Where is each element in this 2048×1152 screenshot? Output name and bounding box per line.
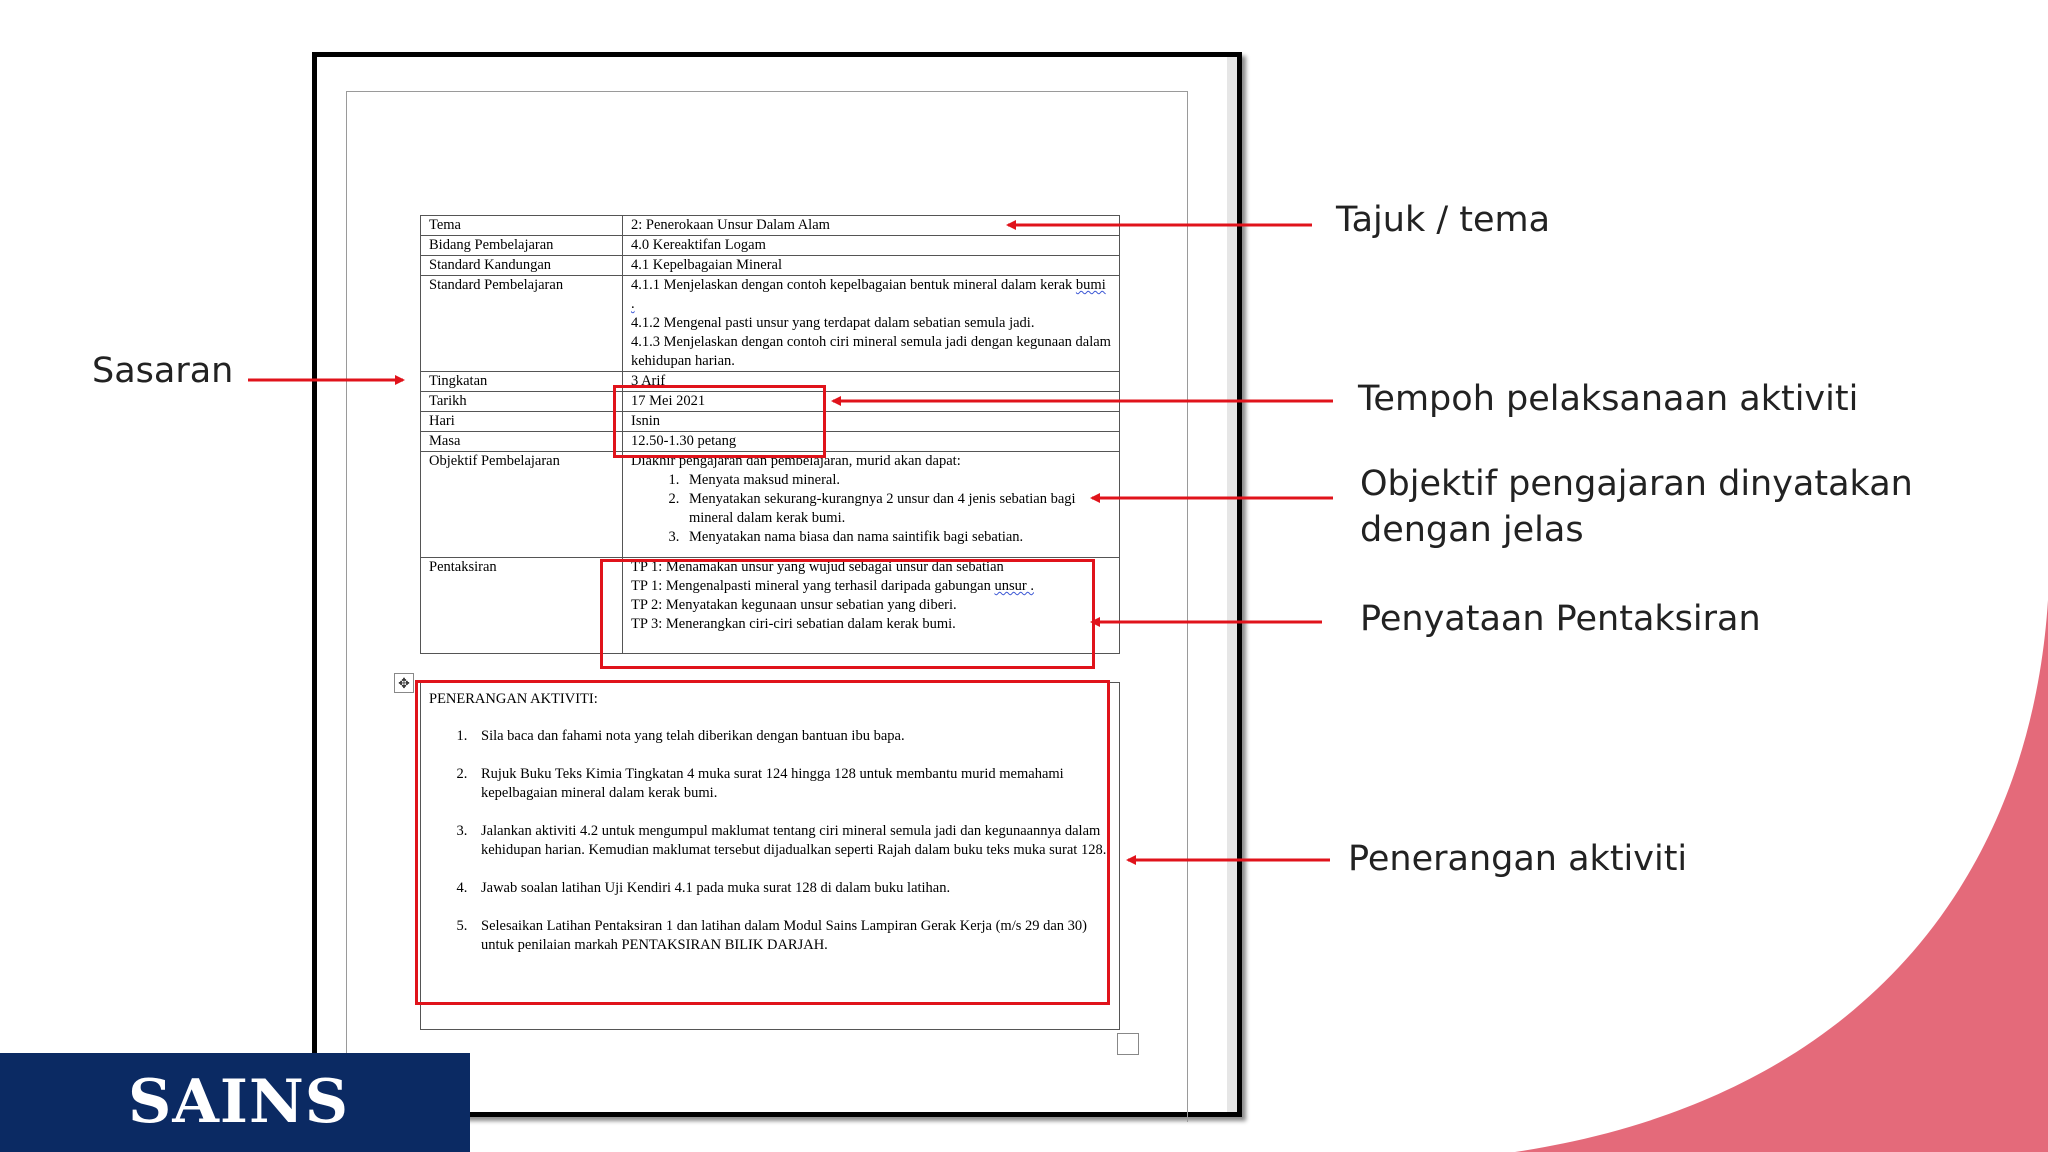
activity-title: PENERANGAN AKTIVITI: (429, 691, 598, 707)
annotation-tempoh: Tempoh pelaksanaan aktiviti (1358, 379, 1859, 419)
value-masa: 12.50-1.30 petang (623, 432, 1120, 452)
label-pentaksiran: Pentaksiran (421, 558, 623, 654)
annotation-sasaran: Sasaran (92, 351, 234, 391)
label-masa: Masa (421, 432, 623, 452)
label-standard-pembelajaran: Standard Pembelajaran (421, 276, 623, 372)
value-standard-kandungan: 4.1 Kepelbagaian Mineral (623, 256, 1120, 276)
label-tingkatan: Tingkatan (421, 372, 623, 392)
annotation-objektif-line1: Objektif pengajaran dinyatakan (1360, 464, 1913, 504)
tp-line-2-text: TP 1: Mengenalpasti mineral yang terhasil daripada gabungan (631, 578, 991, 594)
annotation-objektif-line2: dengan jelas (1360, 510, 1584, 550)
annotation-pentaksiran: Penyataan Pentaksiran (1360, 599, 1761, 639)
sp-line-1-spell: bumi . (631, 277, 1106, 312)
annotation-penerangan: Penerangan aktiviti (1348, 839, 1688, 879)
list-item: 5. Selesaikan Latihan Pentaksiran 1 dan latihan dalam Modul Sains Lampiran Gerak Kerja (m/s 29 dan 30) untuk penilaian markah PENTAKSIRAN BILIK DARJAH. (471, 917, 1111, 955)
label-hari: Hari (421, 412, 623, 432)
list-item: 2. Rujuk Buku Teks Kimia Tingkatan 4 muka surat 124 hingga 128 untuk membantu murid memahami kepelbagaian mineral dalam kerak bumi. (471, 765, 1111, 803)
list-item: 1. Menyata maksud mineral. (683, 471, 1111, 490)
label-standard-kandungan: Standard Kandungan (421, 256, 623, 276)
list-item: 3. Jalankan aktiviti 4.2 untuk mengumpul maklumat tentang ciri mineral semula jadi dan kegunaannya dalam kehidupan harian. Kemudian maklumat tersebut dijadualkan seperti Rajah dalam buku teks muka surat 128. (471, 822, 1111, 860)
sp-line-3: 4.1.3 Menjelaskan dengan contoh ciri mineral semula jadi dengan kegunaan dalam kehidupan harian. (631, 334, 1111, 369)
list-item: 2. Menyatakan sekurang-kurangnya 2 unsur dan 4 jenis sebatian bagi mineral dalam kerak bumi. (683, 490, 1111, 528)
move-arrows-icon[interactable]: ✥ (394, 673, 414, 693)
value-bidang: 4.0 Kereaktifan Logam (623, 236, 1120, 256)
value-tema: 2: Penerokaan Unsur Dalam Alam (623, 216, 1120, 236)
list-item: 4. Jawab soalan latihan Uji Kendiri 4.1 pada muka surat 128 di dalam buku latihan. (471, 879, 1111, 898)
sp-line-2: 4.1.2 Mengenal pasti unsur yang terdapat dalam sebatian semula jadi. (631, 315, 1035, 331)
tp-line-1: TP 1: Menamakan unsur yang wujud sebagai unsur dan sebatian (631, 559, 1004, 575)
tp-line-4: TP 3: Menerangkan ciri-ciri sebatian dalam kerak bumi. (631, 616, 956, 632)
list-item: 3. Menyatakan nama biasa dan nama saintifik bagi sebatian. (683, 528, 1111, 547)
value-hari: Isnin (623, 412, 1120, 432)
value-tarikh: 17 Mei 2021 (623, 392, 1120, 412)
label-objektif: Objektif Pembelajaran (421, 452, 623, 558)
value-tingkatan: 3 Arif (623, 372, 1120, 392)
sp-line-1-text: 4.1.1 Menjelaskan dengan contoh kepelbagaian bentuk mineral dalam kerak (631, 277, 1073, 293)
label-tarikh: Tarikh (421, 392, 623, 412)
tp-line-2-spell: unsur . (994, 578, 1034, 594)
tp-line-3: TP 2: Menyatakan kegunaan unsur sebatian yang diberi. (631, 597, 957, 613)
label-bidang: Bidang Pembelajaran (421, 236, 623, 256)
annotation-tajuk: Tajuk / tema (1336, 200, 1551, 240)
label-tema: Tema (421, 216, 623, 236)
brand-banner (0, 1053, 470, 1152)
objektif-intro: Diakhir pengajaran dan pembelajaran, murid akan dapat: (631, 453, 961, 469)
brand-title: SAINS (128, 1067, 350, 1137)
list-item: 1. Sila baca dan fahami nota yang telah diberikan dengan bantuan ibu bapa. (471, 727, 1111, 746)
